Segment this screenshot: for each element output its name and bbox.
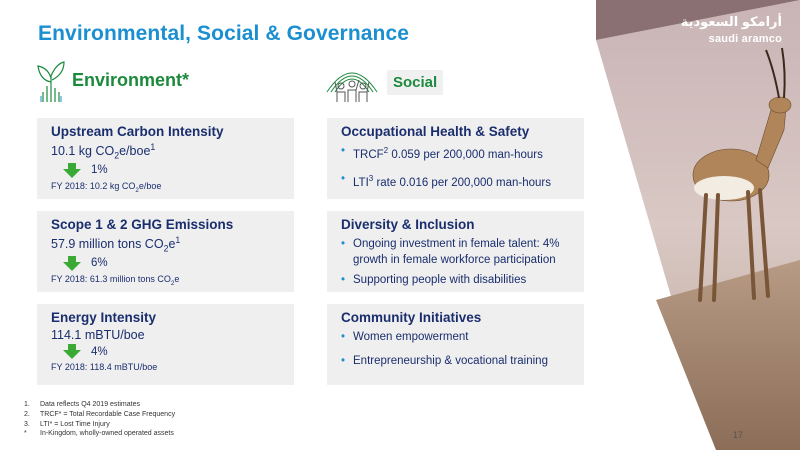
list-item: • Women empowerment — [341, 329, 570, 345]
list-item: • TRCF$^2$ 0.059 per 200,000 man-hours — [341, 143, 570, 163]
card-fy2018: FY 2018: 61.3 million tons $CO_2e$ — [51, 273, 180, 287]
footnote: * In-Kingdom, wholly-owned operated assets — [24, 430, 174, 438]
aramco-logo — [676, 14, 786, 54]
card-change: 6% — [63, 256, 280, 271]
energy-intensity-card — [37, 304, 294, 385]
ghg-emissions-card — [37, 211, 294, 292]
occupational-health-safety-card — [327, 118, 584, 199]
environment-heading — [36, 58, 189, 102]
list-item: • Ongoing investment in female talent: 4% growth in female workforce participation — [341, 236, 570, 268]
page-number: 17 — [733, 430, 744, 440]
environment-label: Environment* — [72, 69, 190, 90]
people-raised-hands-icon — [323, 62, 381, 102]
down-arrow-icon — [63, 344, 81, 359]
logo-english: saudi aramco — [708, 33, 782, 45]
card-change: 1% — [63, 163, 280, 178]
list-item: • LTI$^3$ rate 0.016 per 200,000 man-hours — [341, 171, 570, 191]
list-item: • Entrepreneurship & vocational training — [341, 353, 570, 369]
card-value: 114.1 mBTU/boe — [51, 328, 145, 342]
card-title: Diversity & Inclusion — [341, 217, 475, 232]
card-change: 4% — [63, 344, 280, 359]
down-arrow-icon — [63, 256, 81, 271]
card-fy2018: FY 2018: 10.2 kg $CO_2e$/boe — [51, 180, 162, 194]
card-title: Community Initiatives — [341, 310, 482, 325]
card-title: Occupational Health & Safety — [341, 124, 530, 139]
page-title: Environmental, Social & Governance — [38, 22, 410, 45]
list-item: • Supporting people with disabilities — [341, 272, 570, 288]
card-title: Energy Intensity — [51, 310, 157, 325]
card-title: Scope 1 & 2 GHG Emissions — [51, 217, 234, 232]
upstream-carbon-intensity-card — [37, 118, 294, 199]
down-arrow-icon — [63, 163, 81, 178]
social-label: Social — [387, 70, 443, 95]
footnotes — [24, 400, 175, 439]
social-heading — [323, 62, 443, 102]
card-value: 57.9 million tons $CO_2e^1$ — [51, 235, 181, 254]
plant-sprout-icon — [36, 58, 66, 102]
card-value: 10.1 kg $CO_2e/boe^1$ — [51, 142, 156, 161]
logo-arabic: أرامكو السعودية — [680, 14, 782, 29]
card-title: Upstream Carbon Intensity — [51, 124, 224, 139]
diversity-inclusion-card — [327, 211, 584, 292]
footnote: 1. Data reflects Q4 2019 estimates — [24, 401, 140, 408]
card-fy2018: FY 2018: 118.4 mBTU/boe — [51, 362, 158, 372]
gazelle-photo — [596, 0, 800, 450]
footnote: 3. LTI* = Lost Time Injury — [24, 420, 110, 428]
footnote: 2. TRCF* = Total Recordable Case Frequency — [24, 410, 176, 418]
community-initiatives-card — [327, 304, 584, 385]
